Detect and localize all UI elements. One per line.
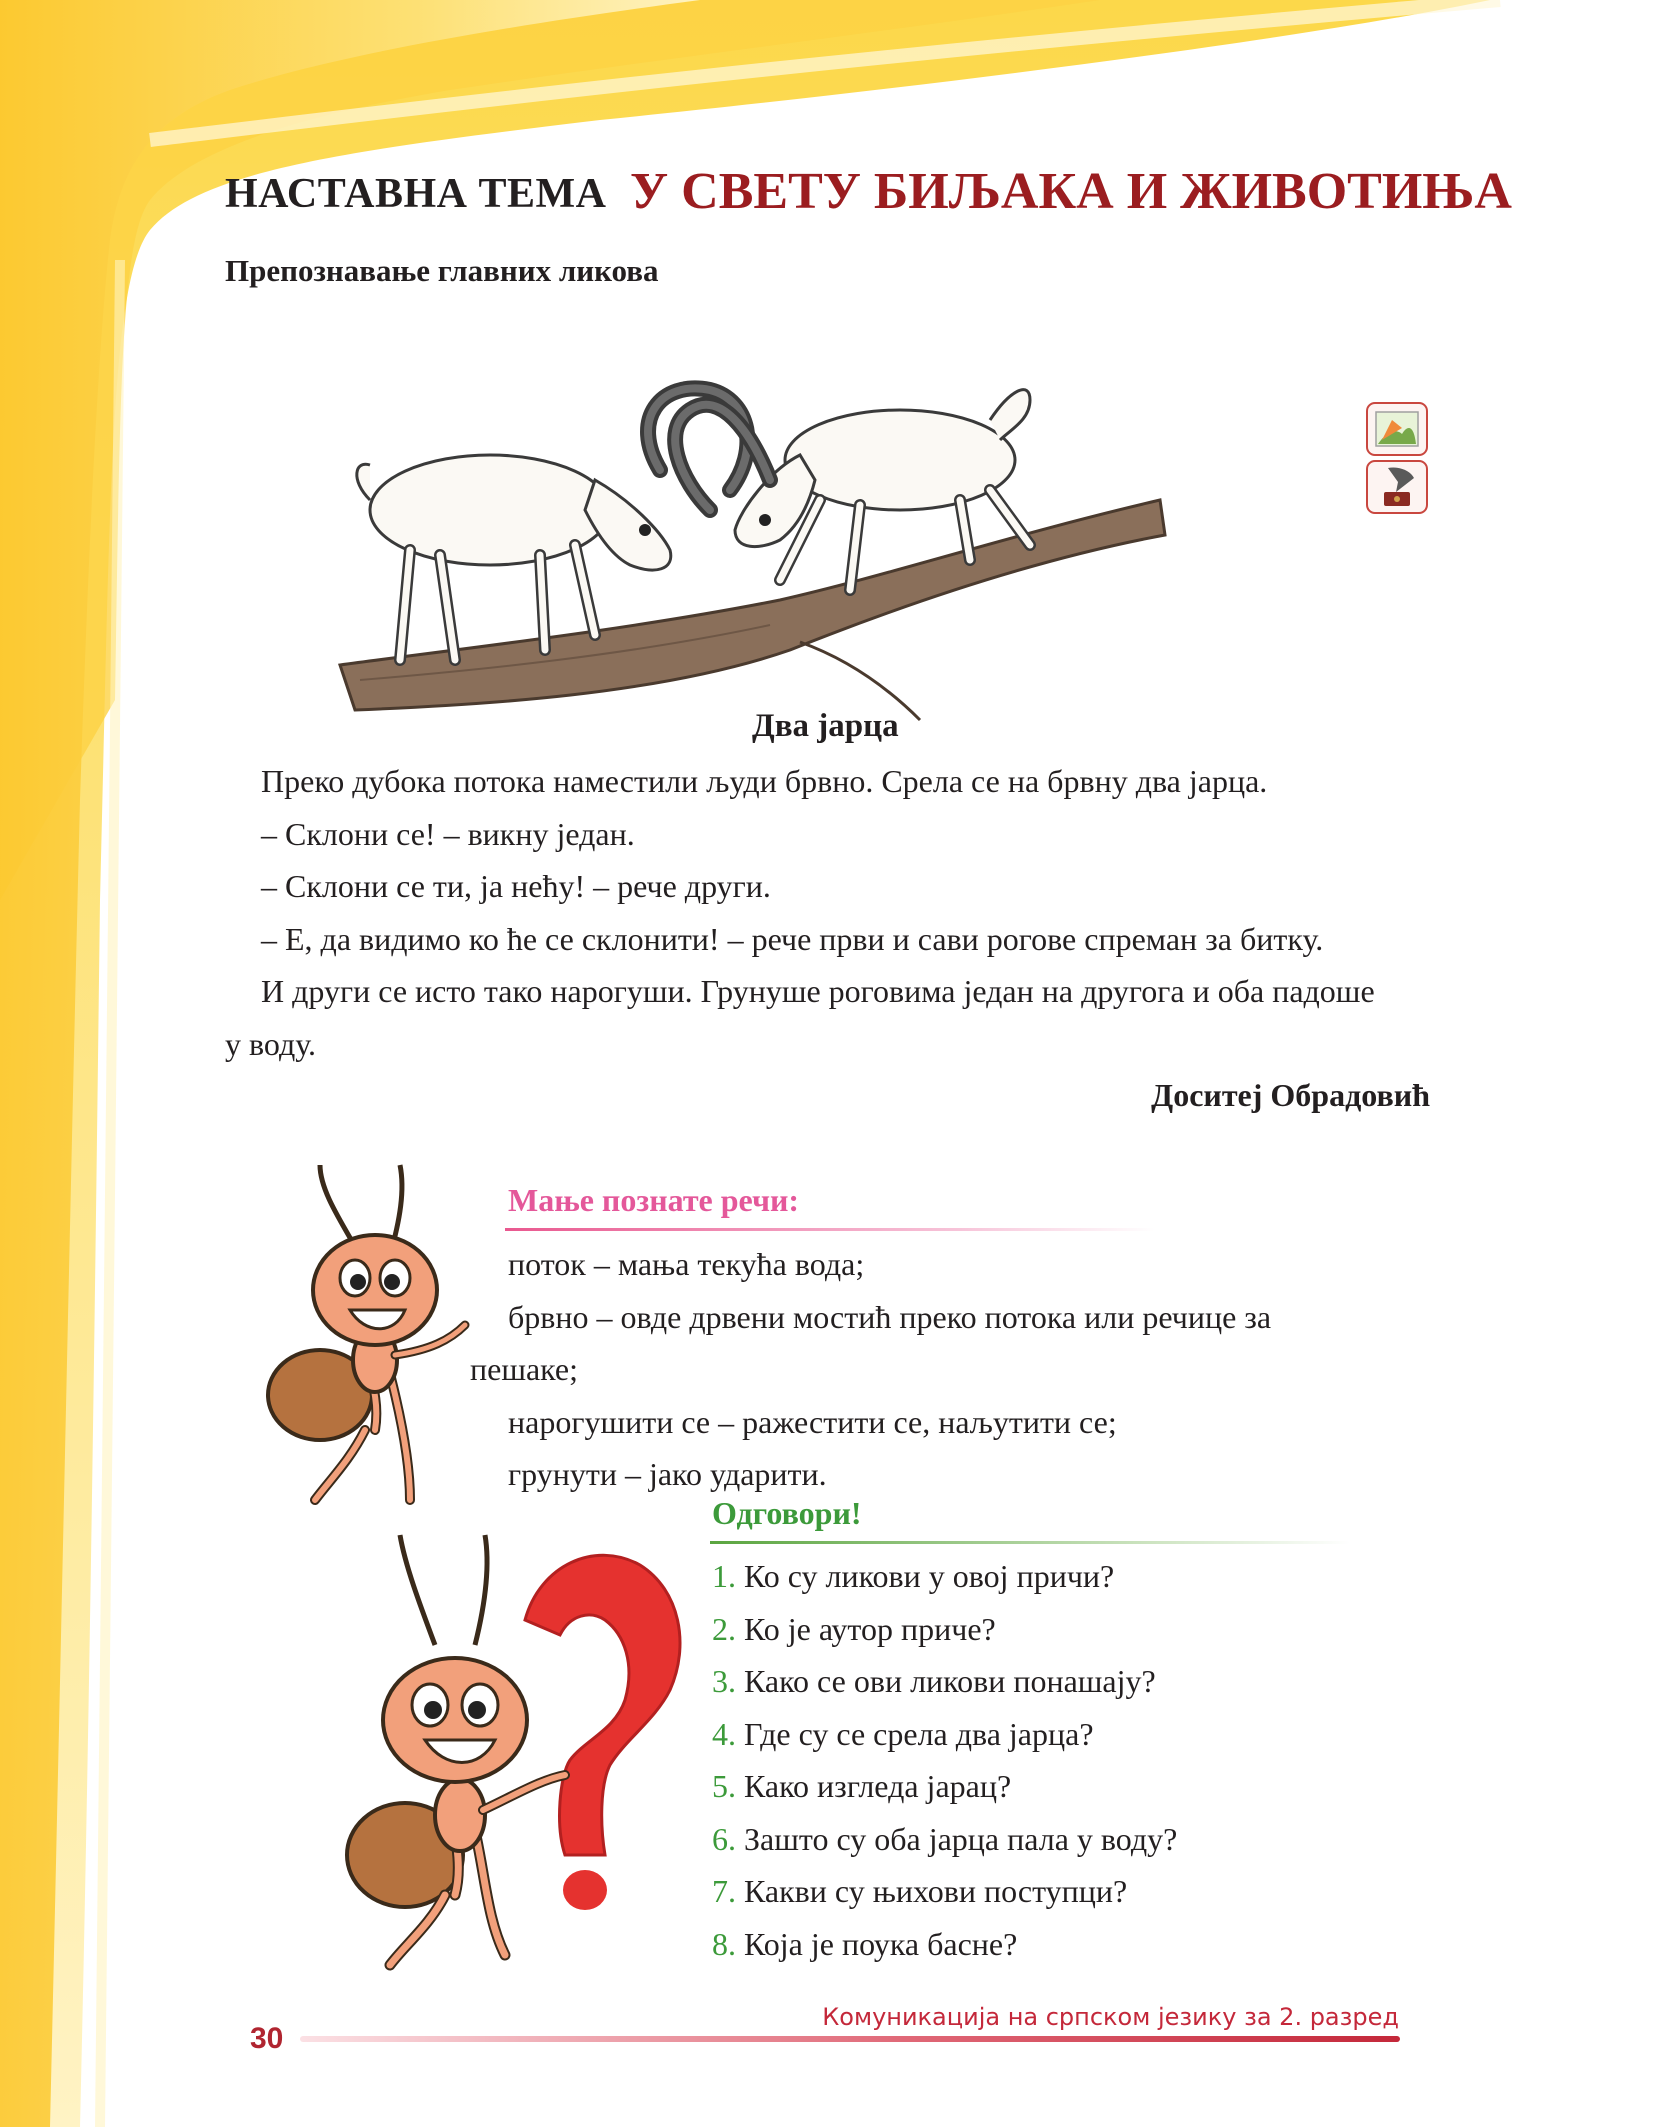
topic-label: НАСТАВНА ТЕМА — [225, 171, 607, 217]
goats-illustration — [330, 360, 1180, 750]
question-text: Ко је аутор приче? — [744, 1610, 996, 1647]
story-paragraph: И други се исто тако нарогуши. Грунуше роговима један на другога и оба падоше у воду. — [225, 973, 1375, 1062]
vocabulary-item: грунути – јако ударити. — [508, 1456, 827, 1492]
question-text: Како изгледа јарац? — [744, 1768, 1012, 1804]
question-item — [712, 1813, 1177, 1866]
answer-divider — [710, 1541, 1350, 1544]
vocabulary-title: Мање познате речи: — [508, 1182, 800, 1218]
question-text: Какви су њихови поступци? — [744, 1873, 1128, 1909]
story-paragraph: – Е, да видимо ко ће се склонити! – рече први и сави рогове спреман за битку. — [261, 920, 1324, 957]
vocabulary-list — [470, 1238, 1450, 1501]
picture-button[interactable] — [1366, 402, 1428, 456]
footer-divider — [300, 2036, 1400, 2042]
question-number: 3. — [712, 1663, 736, 1699]
vocabulary-item: поток – мања текућа вода; — [508, 1246, 865, 1282]
question-number: 6. — [712, 1820, 736, 1857]
ant-mascot-icon — [260, 1160, 500, 1510]
question-text: Како се ови ликови понашају? — [744, 1663, 1156, 1699]
question-item — [712, 1655, 1177, 1708]
page-number: 30 — [250, 2022, 284, 2055]
vocabulary-item: брвно – овде дрвени мостић преко потока или речице за — [508, 1298, 1272, 1335]
question-item — [712, 1603, 1177, 1656]
question-number: 5. — [712, 1768, 736, 1804]
story-author: Доситеј Обрадовић — [1151, 1077, 1430, 1113]
question-list — [712, 1550, 1177, 1970]
gramophone-icon — [1368, 462, 1426, 512]
vocabulary-item: пешаке; — [470, 1351, 579, 1387]
picture-icon — [1368, 404, 1426, 454]
story-title: Два јарца — [752, 708, 899, 744]
story-paragraph: – Склони се! – викну један. — [261, 815, 635, 852]
book-title: Комуникација на српском језику за 2. разред — [822, 2003, 1399, 2031]
question-number: 2. — [712, 1610, 736, 1647]
question-text: Која је поука басне? — [744, 1925, 1018, 1962]
vocabulary-item: нарогушити се – ражестити се, наљутити се; — [508, 1403, 1117, 1440]
question-item — [712, 1550, 1177, 1603]
answer-title: Одговори! — [712, 1495, 862, 1531]
question-item — [712, 1708, 1177, 1761]
lesson-subheading: Препознавање главних ликова — [225, 253, 659, 288]
question-number: 7. — [712, 1873, 736, 1909]
question-text: Где су се срела два јарца? — [744, 1715, 1094, 1752]
question-number: 8. — [712, 1925, 736, 1962]
topic-title: У СВЕТУ БИЉАКА И ЖИВОТИЊА — [630, 163, 1512, 220]
question-number: 4. — [712, 1715, 736, 1752]
question-item — [712, 1865, 1177, 1918]
story-paragraph: – Склони се ти, ја нећу! – рече други. — [261, 868, 771, 904]
story-paragraph: Преко дубока потока наместили људи брвно. Срела се на брвну два јарца. — [261, 763, 1268, 799]
question-text: Ко су ликови у овој причи? — [744, 1558, 1115, 1594]
audio-button[interactable] — [1366, 460, 1428, 514]
story-text — [225, 755, 1445, 1070]
question-number: 1. — [712, 1558, 736, 1594]
question-text: Зашто су оба јарца пала у воду? — [744, 1820, 1178, 1857]
question-item — [712, 1918, 1177, 1971]
question-item — [712, 1760, 1177, 1813]
vocabulary-divider — [505, 1228, 1155, 1231]
ant-question-icon — [345, 1525, 695, 1975]
